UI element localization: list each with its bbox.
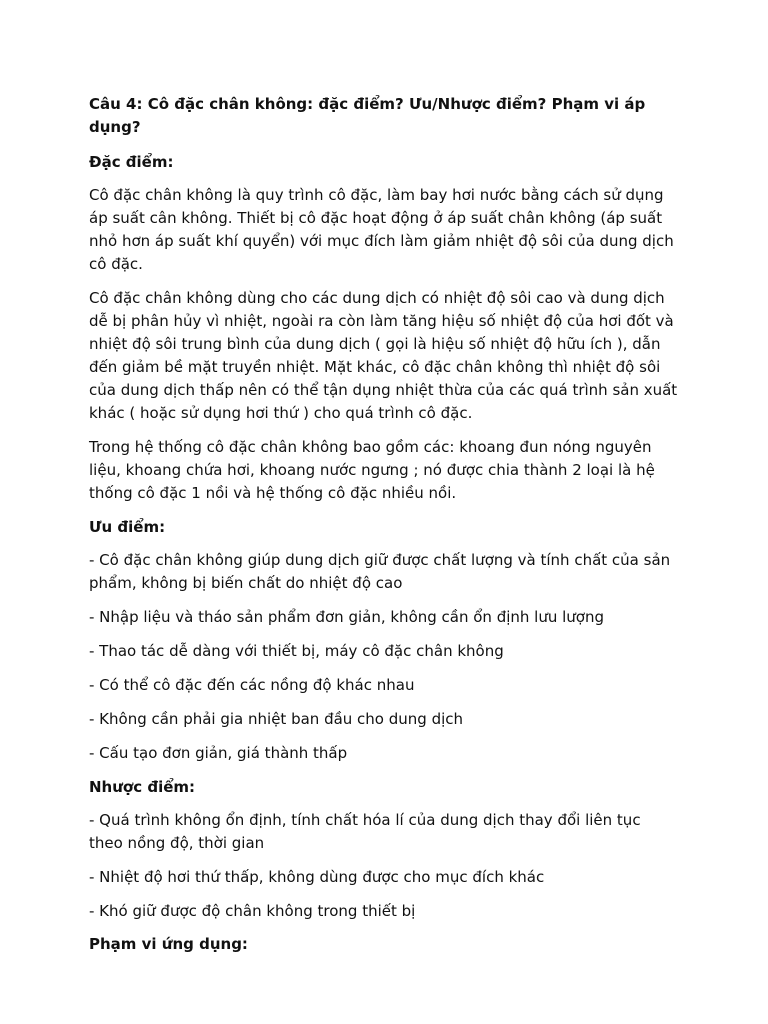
advantage-item-5: - Không cần phải gia nhiệt ban đầu cho dung dịch bbox=[89, 710, 464, 728]
document-page bbox=[89, 93, 679, 966]
disadvantage-item-3: - Khó giữ được độ chân không trong thiết bị bbox=[89, 902, 416, 920]
features-paragraph-1: Cô đặc chân không là quy trình cô đặc, làm bay hơi nước bằng cách sử dụng áp suất cân không. Thiết bị cô đặc hoạt động ở áp suất chân không (áp suất nhỏ hơn áp suất khí quyển) với mục đích làm giảm nhiệt độ sôi của dung dịch cô đặc. bbox=[89, 186, 674, 273]
disadvantage-item-2: - Nhiệt độ hơi thứ thấp, không dùng được cho mục đích khác bbox=[89, 868, 545, 886]
scope-heading: Phạm vi ứng dụng: bbox=[89, 935, 248, 953]
advantage-item-6: - Cấu tạo đơn giản, giá thành thấp bbox=[89, 744, 348, 762]
advantage-item-3: - Thao tác dễ dàng với thiết bị, máy cô đặc chân không bbox=[89, 642, 504, 660]
question-title: Câu 4: Cô đặc chân không: đặc điểm? Ưu/Nhược điểm? Phạm vi áp dụng? bbox=[89, 95, 646, 136]
features-heading: Đặc điểm: bbox=[89, 153, 174, 171]
advantage-item-2: - Nhập liệu và tháo sản phẩm đơn giản, không cần ổn định lưu lượng bbox=[89, 608, 605, 626]
advantage-item-1: - Cô đặc chân không giúp dung dịch giữ được chất lượng và tính chất của sản phẩm, không bị biến chất do nhiệt độ cao bbox=[89, 551, 671, 592]
features-paragraph-2: Cô đặc chân không dùng cho các dung dịch có nhiệt độ sôi cao và dung dịch dễ bị phân hủy vì nhiệt, ngoài ra còn làm tăng hiệu số nhiệt độ của hơi đốt và nhiệt độ sôi trung bình của dung dịch ( gọi là hiệu số nhiệt độ hữu ích ), dẫn đến giảm bề mặt truyền nhiệt. Mặt khác, cô đặc chân không thì nhiệt độ sôi của dung dịch thấp nên có thể tận dụng nhiệt thừa của các quá trình sản xuất khác ( hoặc sử dụng hơi thứ ) cho quá trình cô đặc. bbox=[89, 289, 678, 422]
features-paragraph-3: Trong hệ thống cô đặc chân không bao gồm các: khoang đun nóng nguyên liệu, khoang chứa hơi, khoang nước ngưng ; nó được chia thành 2 loại là hệ thống cô đặc 1 nồi và hệ thống cô đặc nhiều nồi. bbox=[89, 438, 655, 502]
disadvantages-heading: Nhược điểm: bbox=[89, 778, 196, 796]
disadvantage-item-1: - Quá trình không ổn định, tính chất hóa lí của dung dịch thay đổi liên tục theo nồng độ, thời gian bbox=[89, 811, 641, 852]
advantage-item-4: - Có thể cô đặc đến các nồng độ khác nhau bbox=[89, 676, 415, 694]
advantages-heading: Ưu điểm: bbox=[89, 518, 166, 536]
